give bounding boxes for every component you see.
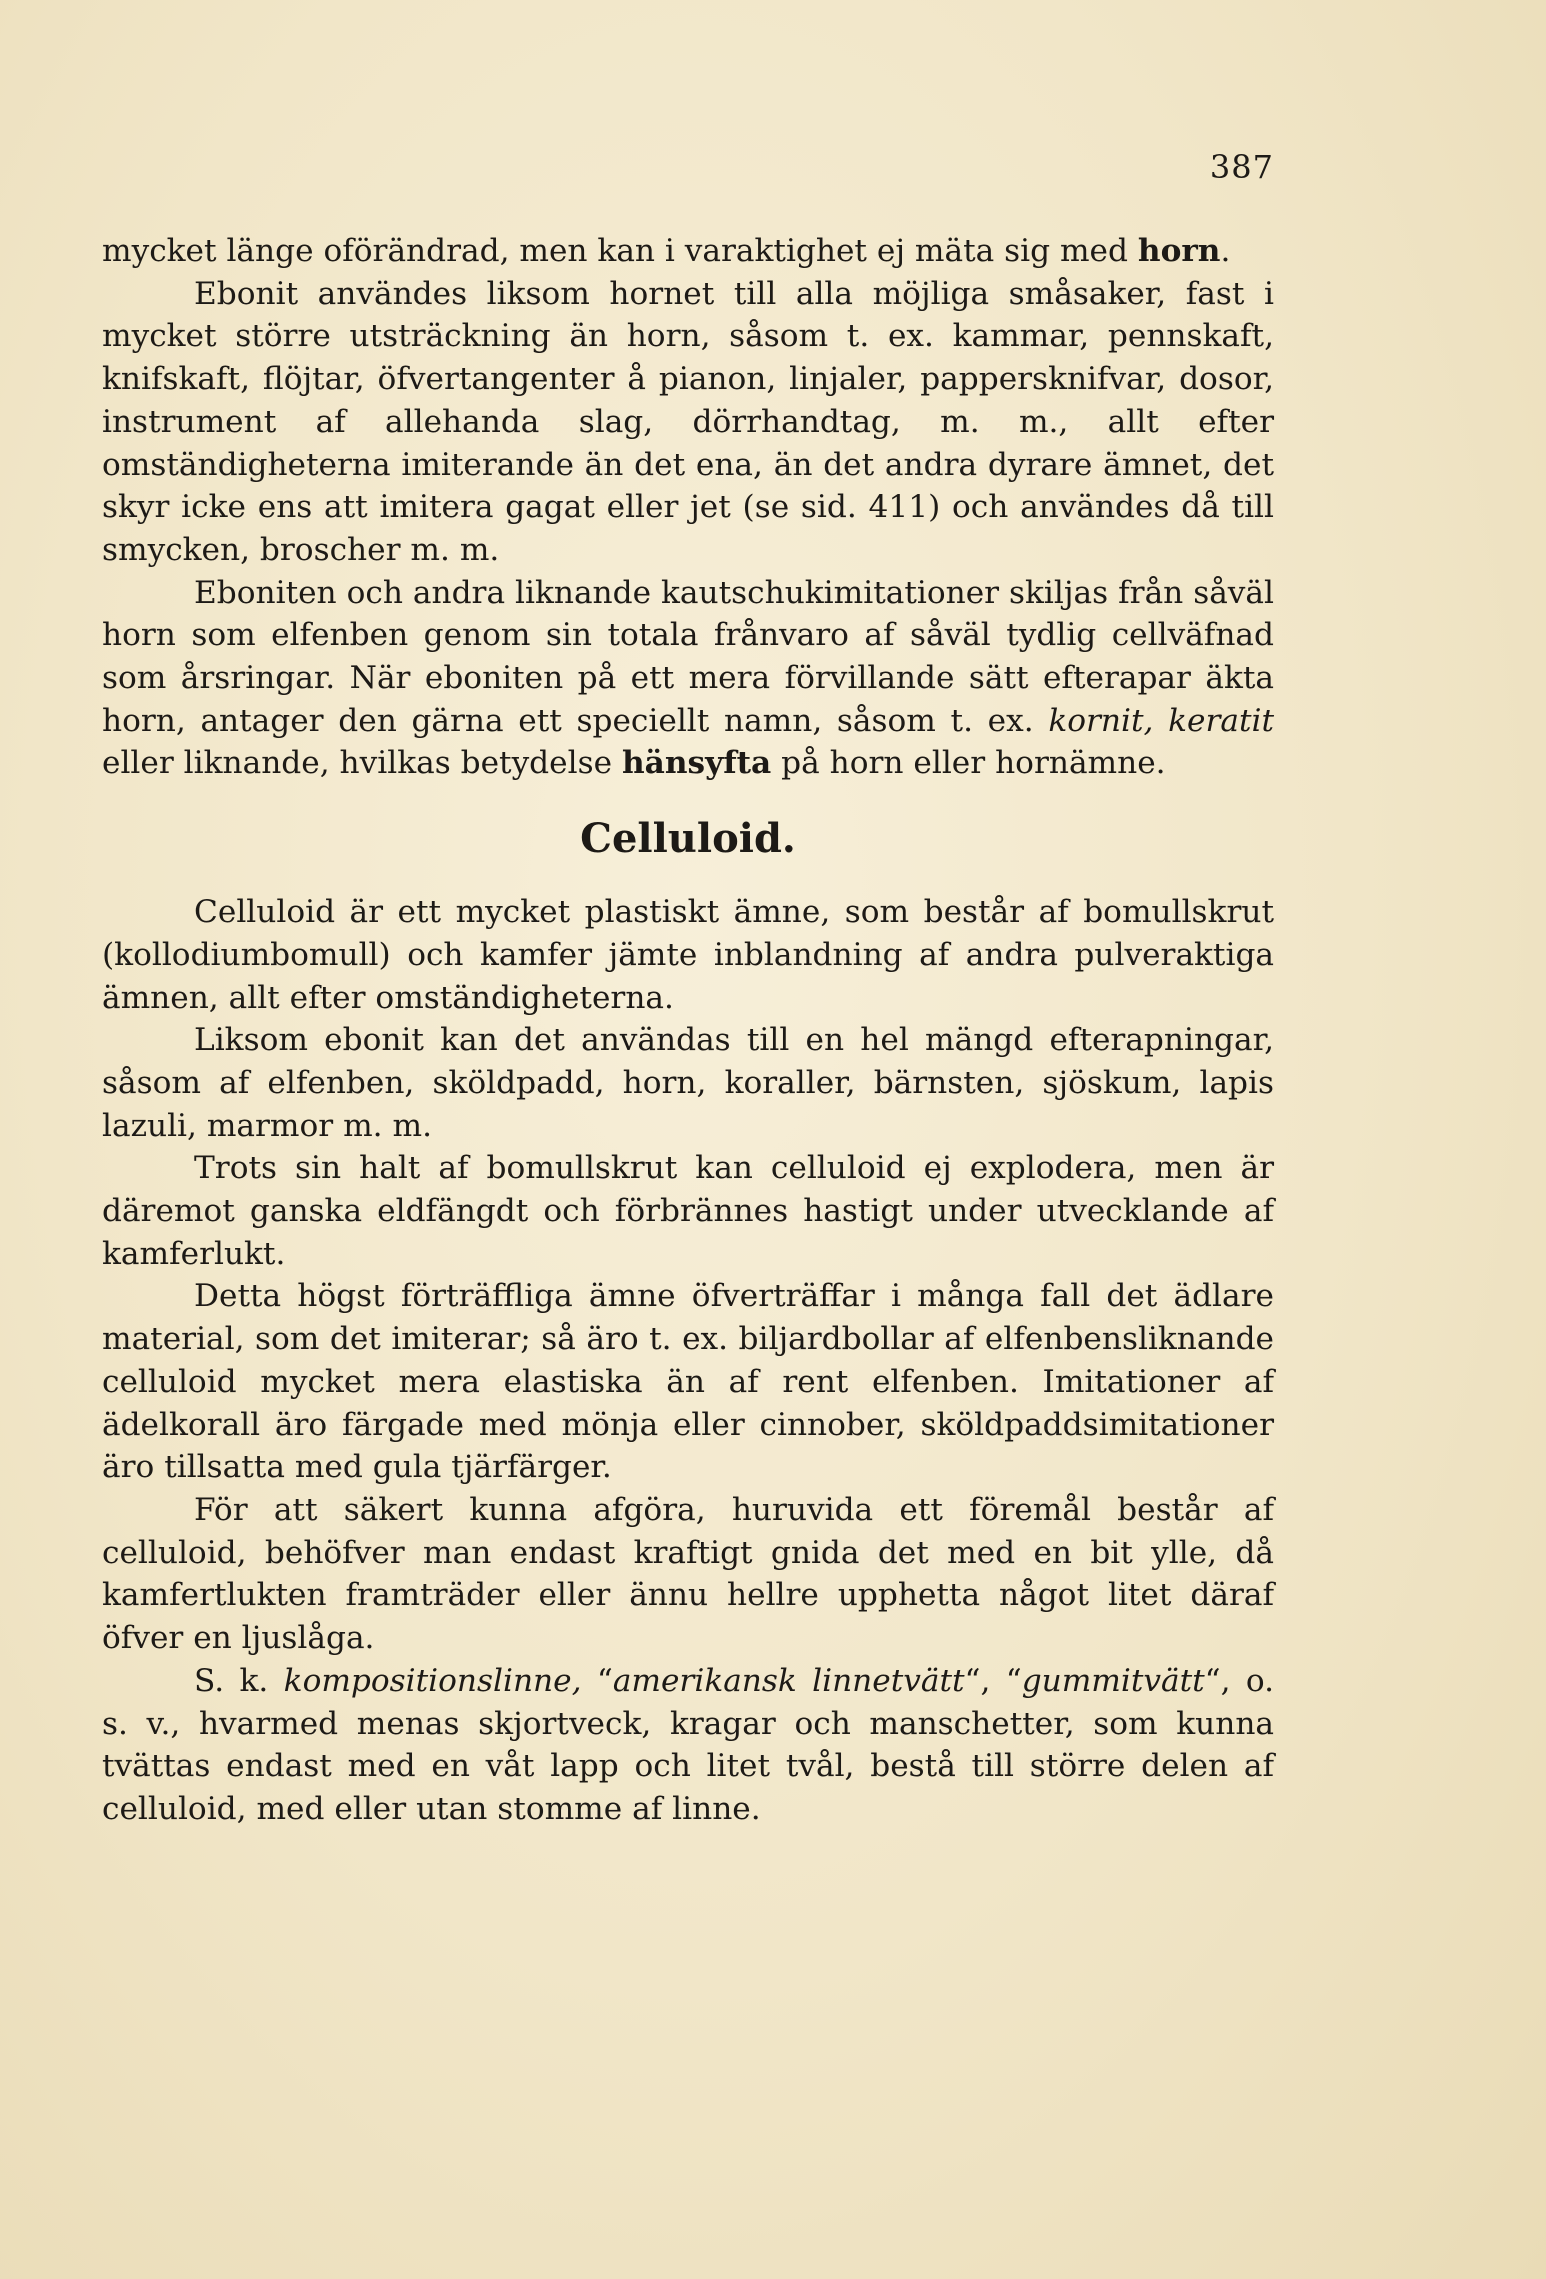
paragraph-text: eller liknande, hvilkas betydelse xyxy=(102,745,622,782)
quote-mark: “ xyxy=(581,1662,613,1699)
paragraph-celluloid-linen xyxy=(102,1660,1274,1831)
paragraph-celluloid-qualities: Detta högst förträffliga ämne öfverträffar i många fall det ädlare material, som det imiterar; så äro t. ex. biljardbollar af elfenbensliknande celluloid mycket mera elastiska än af rent elfenben. Imitationer af ädelkorall äro färgade med mönja eller cinnober, sköldpaddsimitationer äro tillsatta med gula tjärfärger. xyxy=(102,1278,1274,1486)
paragraph-text: . xyxy=(1220,233,1231,269)
section-heading-celluloid: Celluloid. xyxy=(580,815,796,863)
italic-terms: kornit, keratit xyxy=(1048,702,1274,739)
paragraph-text: Eboniten och andra liknande kautschukimitationer skiljas från såväl horn som elfenben genom sin totala frånvaro af såväl tydlig cellväfnad som årsringar. När eboniten på ett mera förvillande sätt efterapar äkta horn, antager den gärna ett speciellt namn, såsom t. ex. xyxy=(102,574,1274,739)
italic-term: kompositionslinne, xyxy=(283,1662,582,1699)
italic-term: gummitvätt xyxy=(1021,1662,1205,1699)
paragraph-ebonit-uses: Ebonit användes liksom hornet till alla möjliga småsaker, fast i mycket större utsträckning än horn, såsom t. ex. kammar, pennskaft, knifskaft, flöjtar, öfvertangenter å pianon, linjaler, pappersknifvar, dosor, instrument af allehanda slag, dörrhandtag, m. m., allt efter omständigheterna imiterande än det ena, än det andra dyrare ämnet, det skyr icke ens att imitera gagat eller jet (se sid. 411) och användes då till smycken, broscher m. m. xyxy=(102,275,1274,568)
body-text xyxy=(102,230,1274,1831)
quote-mark: “, “ xyxy=(964,1662,1022,1699)
bold-word: horn xyxy=(1137,233,1221,269)
paragraph-continuation xyxy=(102,230,1274,273)
paragraph-text: på horn eller hornämne. xyxy=(771,745,1166,782)
paragraph-celluloid-test: För att säkert kunna afgöra, huruvida ett föremål består af celluloid, behöfver man endast kraftigt gnida det med en bit ylle, då kamfertlukten framträder eller ännu hellre upphetta något litet däraf öfver en ljuslåga. xyxy=(102,1491,1274,1657)
page-number: 387 xyxy=(1209,148,1274,186)
paragraph-text: S. k. xyxy=(194,1662,284,1699)
paragraph-celluloid-imitations: Liksom ebonit kan det användas till en hel mängd efterapningar, såsom af elfenben, sköldpadd, horn, koraller, bärnsten, sjöskum, lapis lazuli, marmor m. m. xyxy=(102,1022,1274,1144)
bold-word: hänsyfta xyxy=(621,745,772,782)
paragraph-ebonit-distinction xyxy=(102,572,1274,786)
paragraph-celluloid-definition: Celluloid är ett mycket plastiskt ämne, som består af bomullskrut (kollodiumbomull) och kamfer jämte inblandning af andra pulveraktiga ämnen, allt efter omständigheterna. xyxy=(102,894,1274,1016)
italic-term: amerikansk linnetvätt xyxy=(612,1662,965,1699)
paragraph-celluloid-flammability: Trots sin halt af bomullskrut kan celluloid ej explodera, men är däremot ganska eldfängdt och förbrännes hastigt under utvecklande af kamferlukt. xyxy=(102,1150,1274,1272)
paragraph-text: mycket länge oförändrad, men kan i varaktighet ej mäta sig med xyxy=(102,233,1138,269)
paragraph-text: “, o. s. v., hvarmed menas skjortveck, kragar och manschetter, som kunna tvättas endast med en våt lapp och litet tvål, bestå till större delen af celluloid, med eller utan stomme af linne. xyxy=(102,1662,1275,1827)
